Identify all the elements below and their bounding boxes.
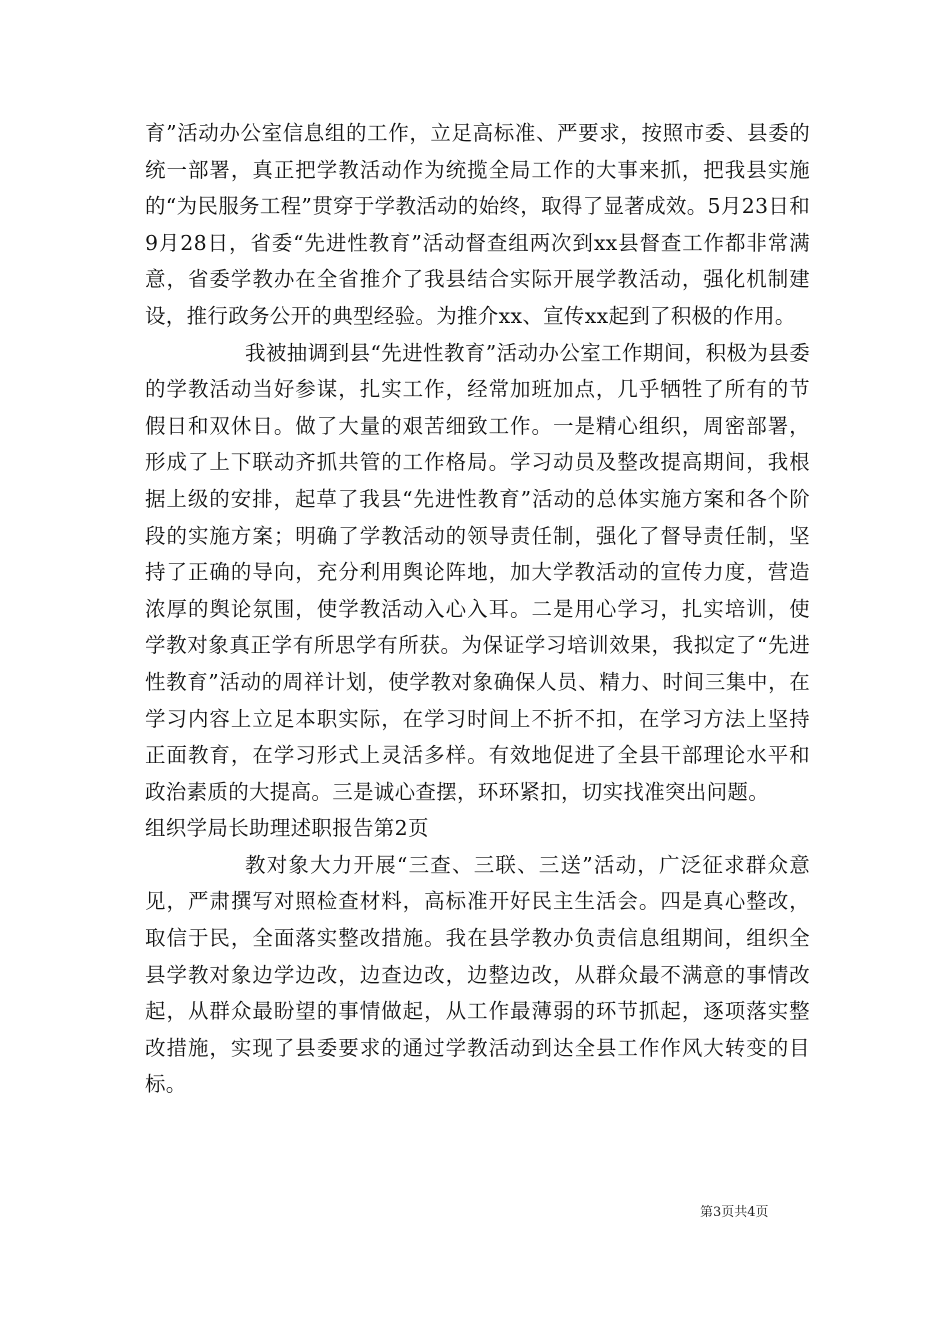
paragraph-2: 我被抽调到县“先进性教育”活动办公室工作期间，积极为县委的学教活动当好参谋，扎实工作，经常加班加点，几乎牺牲了所有的节假日和双休日。做了大量的艰苦细致工作。一是精心组织，周密部署，形成了上下联动齐抓共管的工作格局。学习动员及整改提高期间，我根据上级的安排，起草了我县“先进性教育”活动的总体实施方案和各个阶段的实施方案；明确了学教活动的领导责任制，强化了督导责任制，坚持了正确的导向，充分利用舆论阵地，加大学教活动的宣传力度，营造浓厚的舆论氛围，使学教活动入心入耳。二是用心学习，扎实培训，使学教对象真正学有所思学有所获。为保证学习培训效果，我拟定了“先进性教育”活动的周祥计划，使学教对象确保人员、精力、时间三集中，在学习内容上立足本职实际，在学习时间上不折不扣，在学习方法上坚持正面教育，在学习形式上灵活多样。有效地促进了全县干部理论水平和政治素质的大提高。三是诚心查摆，环环紧扣，切实找准突出问题。 [145, 340, 810, 804]
page-separator-line: 组织学局长助理述职报告第2页 [145, 816, 429, 841]
document-body [145, 115, 810, 1103]
page-number-footer: 第3页共4页 [700, 1205, 769, 1220]
paragraph-1: 育”活动办公室信息组的工作，立足高标准、严要求，按照市委、县委的统一部署，真正把学教活动作为统揽全局工作的大事来抓，把我县实施的“为民服务工程”贯穿于学教活动的始终，取得了显著成效。5月23日和9月28日，省委“先进性教育”活动督查组两次到xx县督查工作都非常满意，省委学教办在全省推介了我县结合实际开展学教活动，强化机制建设，推行政务公开的典型经验。为推介xx、宣传xx起到了积极的作用。 [145, 121, 810, 328]
paragraph-3: 教对象大力开展“三查、三联、三送”活动，广泛征求群众意见，严肃撰写对照检查材料，高标准开好民主生活会。四是真心整改，取信于民，全面落实整改措施。我在县学教办负责信息组期间，组织全县学教对象边学边改，边查边改，边整边改，从群众最不满意的事情改起，从群众最盼望的事情做起，从工作最薄弱的环节抓起，逐项落实整改措施，实现了县委要求的通过学教活动到达全县工作作风大转变的目标。 [145, 852, 810, 1097]
